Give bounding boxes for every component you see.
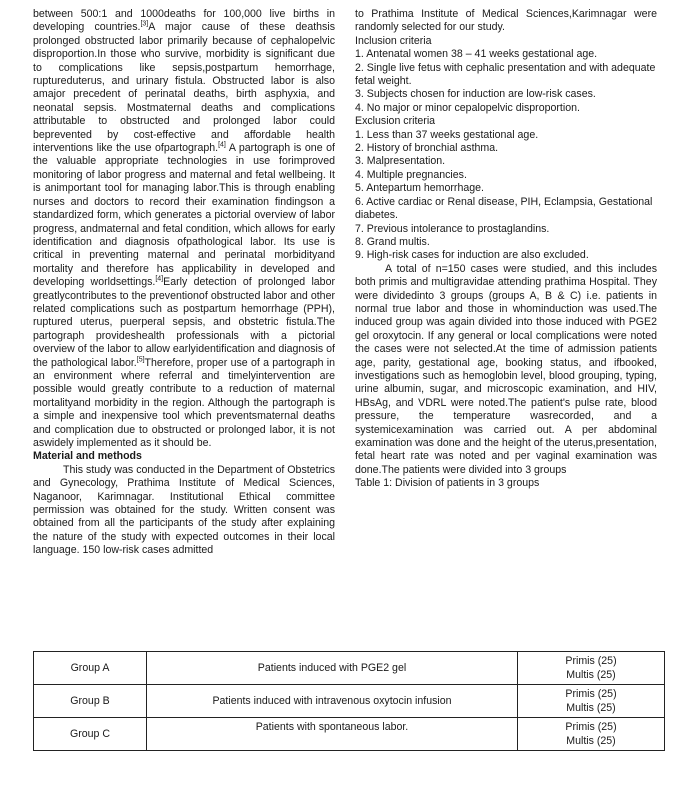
inclusion-item: 1. Antenatal women 38 – 41 weeks gestational age. xyxy=(355,48,598,61)
table-row xyxy=(34,652,665,685)
group-sizes-cell xyxy=(518,652,665,685)
primis-count: Primis (25) xyxy=(565,721,617,733)
group-description-cell: Patients induced with PGE2 gel xyxy=(147,652,518,685)
citation-ref: [3] xyxy=(140,20,149,28)
text-segment: Early detection of prolonged labor greatlycontributes to the preventionof obstructed labor and other related complications such as postpartum hemorrhage (PPH), ruptured uterus, puerperal sepsis, and obstetric fistula.The partograph provideshealth professionals with a pictorial overview of the labor to allow earlyidentification and diagnosis of the pathological labor. xyxy=(33,276,335,369)
inclusion-heading: Inclusion criteria xyxy=(355,34,432,47)
group-name-cell: Group A xyxy=(34,652,147,685)
exclusion-item: 2. History of bronchial asthma. xyxy=(355,142,499,155)
inclusion-item: 4. No major or minor cepalopelvic disproportion. xyxy=(355,101,580,114)
division-table xyxy=(33,651,665,751)
text-segment: A major cause of these deathsis prolonged obstructed labor primarily because of cephalopelvic disproportion.In those who survive, morbidity is significant due to complications like sepsis,postpartum hemorrhage, ruptureduterus, and urinary fistula. Obstructed labor is also amajor precedent of perinatal deaths, birth asphyxia, and neonatal sepsis. Mostmaternal deaths and complications attributable to obstructed and prolonged labor could beprevented by cost-effective and affordable health interventions like the use ofpartograph. xyxy=(33,21,335,155)
multis-count: Multis (25) xyxy=(566,735,616,747)
exclusion-heading: Exclusion criteria xyxy=(355,115,436,128)
text-segment: A partograph is one of the valuable appropriate technologies in use forimproved monitoring of labor progress and maternal and fetal wellbeing. It is animportant tool for managing labor.This is through enabling nurses and doctors to record their examination findingson a standardized form, which generates a pictorial overview of labor progress, andmaternal and fetal condition, which allows for early identification and diagnosis ofpathological labor. Its use is critical in preventing maternal and perinatal morbidityand mortality and therefore has applicability in developed and developing worldsettings. xyxy=(33,142,335,289)
primis-count: Primis (25) xyxy=(565,688,617,700)
group-sizes-cell xyxy=(518,685,665,718)
citation-ref: [4] xyxy=(155,275,164,283)
multis-count: Multis (25) xyxy=(566,669,616,681)
left-column xyxy=(33,8,335,558)
text-segment: between 500:1 and 1000deaths for 100,000 live births in developing countries. xyxy=(33,8,335,34)
group-description-cell: Patients with spontaneous labor. xyxy=(147,718,518,751)
group-name-cell: Group B xyxy=(34,685,147,718)
section-heading-material-methods: Material and methods xyxy=(33,450,142,463)
exclusion-item: 1. Less than 37 weeks gestational age. xyxy=(355,128,539,141)
exclusion-item: 5. Antepartum hemorrhage. xyxy=(355,182,484,195)
group-description-cell: Patients induced with intravenous oxytocin infusion xyxy=(147,685,518,718)
inclusion-item: 2. Single live fetus with cephalic presentation and with adequate fetal weight. xyxy=(355,61,656,88)
table-caption: Table 1: Division of patients in 3 groups xyxy=(355,477,540,490)
methods-paragraph: This study was conducted in the Department of Obstetrics and Gynecology, Prathima Institute of Medical Sciences, Naganoor, Karimnagar. Institutional Ethical committee permission was obtained for the study. Written consent was obtained from all the participants of the study after explaining the nature of the study with expected outcomes in their local language. 150 low-risk cases admitted xyxy=(33,463,335,557)
table-row xyxy=(34,685,665,718)
study-description-paragraph: A total of n=150 cases were studied, and this includes both primis and multigravidae attending prathima Hospital. They were dividedinto 3 groups (groups A, B & C) i.e. patients in normal true labor and those in whominduction was used.The induced group was again divided into those induced with PGE2 gel oroxytocin. If any general or local complications were noted the cases were not selected.At the time of admission patients age, parity, gestational age, booking status, and ifbooked, investigations such as hemoglobin level, blood grouping, typing, urine albumin, sugar, and microscopic examination, and HIV, HBsAg, and VDRL were noted.The patient's pulse rate, blood pressure, the temperature wasrecorded, and a systemicexamination was carried out. A per abdominal examination was done and the height of the uterus,presentation, fetal heart rate was noted and per vaginal examination was done.The patients were divided into 3 groups xyxy=(355,262,657,476)
text-segment: Therefore, proper use of a partograph in an environment where referral and timelyintervention are possible would greatly contribute to a reduction of maternal mortalityand morbidity in the region. Although the partograph is a simple and inexpensive tool which preventsmaternal deaths and complication due to obstructed or prolonged labor, it is not aswidely implemented as it should be. xyxy=(33,356,335,449)
primis-count: Primis (25) xyxy=(565,655,617,667)
exclusion-item: 4. Multiple pregnancies. xyxy=(355,168,467,181)
exclusion-item: 9. High-risk cases for induction are also excluded. xyxy=(355,249,589,262)
table-row xyxy=(34,718,665,751)
exclusion-item: 7. Previous intolerance to prostaglandins. xyxy=(355,222,550,235)
exclusion-item: 6. Active cardiac or Renal disease, PIH, Eclampsia, Gestational diabetes. xyxy=(355,195,653,222)
inclusion-item: 3. Subjects chosen for induction are low-risk cases. xyxy=(355,88,596,101)
group-sizes-cell xyxy=(518,718,665,751)
exclusion-item: 8. Grand multis. xyxy=(355,235,430,248)
citation-ref: [5] xyxy=(136,356,145,364)
intro-paragraph xyxy=(33,8,335,450)
citation-ref: [4] xyxy=(218,141,226,149)
group-name-cell: Group C xyxy=(34,718,147,751)
multis-count: Multis (25) xyxy=(566,702,616,714)
right-column xyxy=(355,8,657,491)
exclusion-item: 3. Malpresentation. xyxy=(355,155,446,168)
intro-continuation: to Prathima Institute of Medical Sciences,Karimnagar were randomly selected for our study. xyxy=(355,8,657,34)
